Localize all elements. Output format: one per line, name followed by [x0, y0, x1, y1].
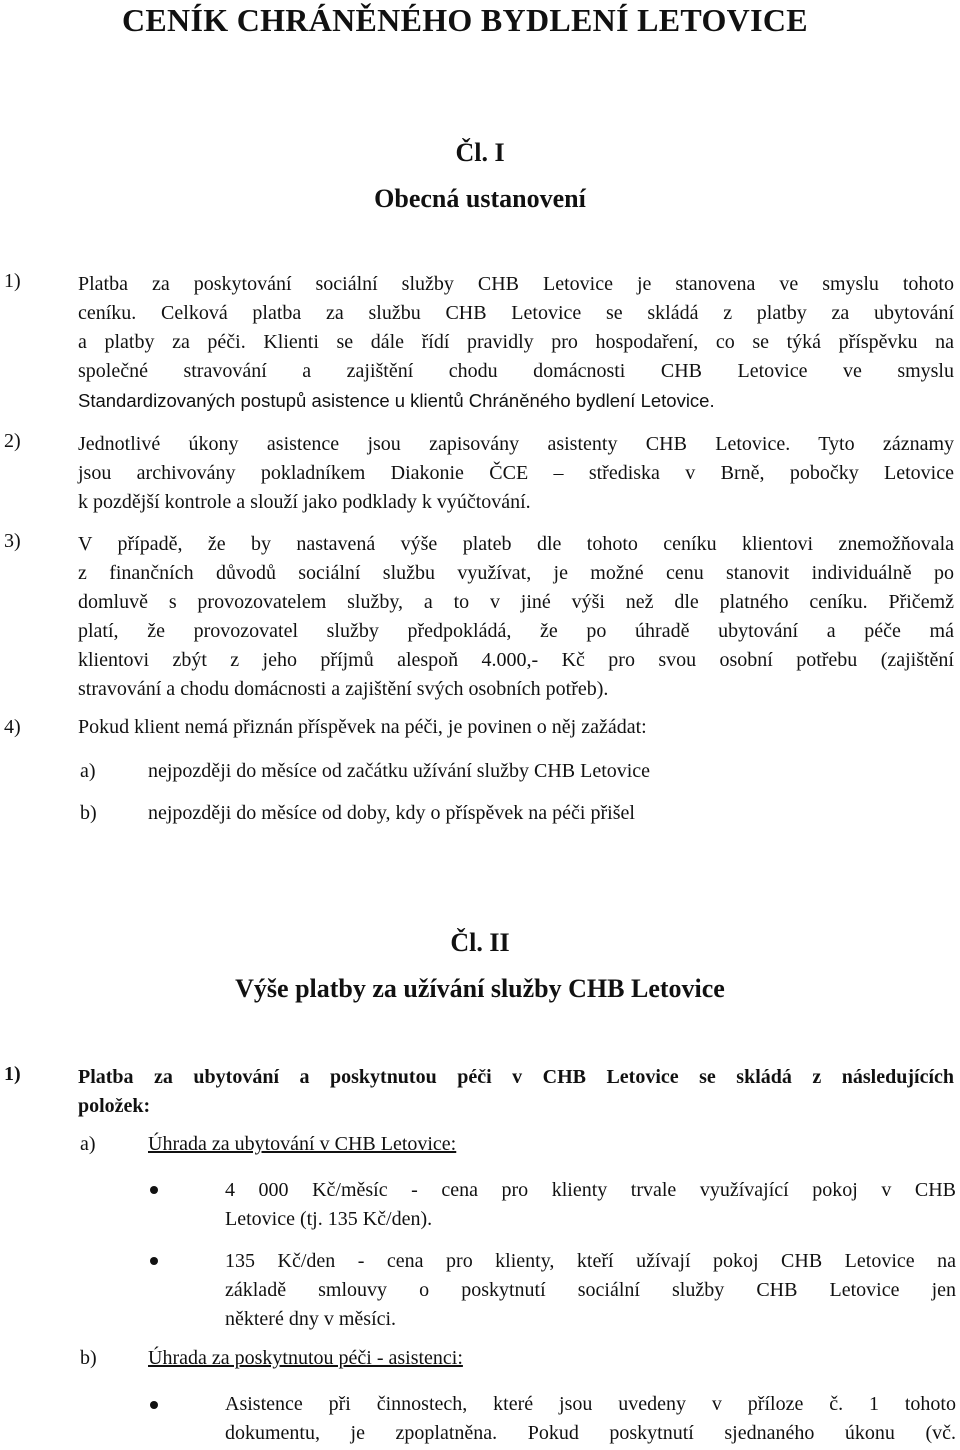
section-1-heading: Obecná ustanovení [374, 184, 586, 213]
item-2-line: Jednotlivé úkony asistence jsou zapisovány asistenty CHB Letovice. Tyto záznamy [78, 433, 954, 455]
item-4b-letter: b) [80, 802, 97, 824]
item-3-line: platí, že provozovatel služby předpokládá, že po úhradě ubytování a péče má [78, 620, 954, 642]
s2-item-1-line: Platba za ubytování a poskytnutou péči v CHB Letovice se skládá z následujících [78, 1066, 954, 1088]
s2-b-letter: b) [80, 1347, 97, 1369]
item-3-number: 3) [4, 530, 21, 552]
item-4a-letter: a) [80, 760, 96, 782]
item-1-line: Platba za poskytování sociální služby CHB Letovice je stanovena ve smyslu tohoto [78, 273, 954, 295]
item-4-text: Pokud klient nemá přiznán příspěvek na péči, je povinen o něj zažádat: [78, 716, 647, 738]
s2-a-bullet-2-line: 135 Kč/den - cena pro klienty, kteří užívají pokoj CHB Letovice na [225, 1250, 956, 1272]
s2-item-1-line: položek: [78, 1095, 151, 1117]
s2-a-bullet-1-line: Letovice (tj. 135 Kč/den). [225, 1208, 433, 1230]
s2-b-bullet-1 [225, 1390, 956, 1448]
item-1-number: 1) [4, 270, 21, 292]
s2-a-bullet-2-line: základě smlouvy o poskytnutí sociální služby CHB Letovice jen [225, 1279, 956, 1301]
section-2-heading: Výše platby za užívání služby CHB Letovice [235, 974, 725, 1003]
bullet-icon [150, 1257, 158, 1265]
item-4a-text: nejpozději do měsíce od začátku užívání služby CHB Letovice [148, 760, 651, 782]
s2-item-1-paragraph [78, 1063, 954, 1121]
bullet-icon [150, 1401, 158, 1409]
item-4b-text: nejpozději do měsíce od doby, kdy o příspěvek na péči přišel [148, 802, 635, 824]
s2-b-bullet-1-line: dokumentu, je zpoplatněna. Pokud poskytnutí sjednaného úkonu (vč. [225, 1422, 956, 1444]
s2-a-bullet-1-line: 4 000 Kč/měsíc - cena pro klienty trvale využívající pokoj v CHB [225, 1179, 956, 1201]
section-2-number: Čl. II [450, 928, 510, 957]
item-2-paragraph [78, 430, 954, 517]
item-1-line-part: a platby za péči. Klienti se dále řídí pravidly pro hospodaření, co se týká příspěvku na [78, 331, 954, 353]
s2-a-letter: a) [80, 1133, 96, 1155]
item-3-line: stravování a chodu domácnosti a zajištění svých osobních potřeb). [78, 678, 609, 700]
item-1-line: společné stravování a zajištění chodu domácnosti CHB Letovice ve smyslu [78, 360, 954, 382]
s2-b-bullet-1-line: Asistence při činnostech, které jsou uvedeny v příloze č. 1 tohoto [225, 1393, 956, 1415]
s2-a-bullet-2 [225, 1247, 956, 1334]
s2-a-heading: Úhrada za ubytování v CHB Letovice: [148, 1133, 457, 1155]
s2-item-1-number: 1) [4, 1063, 21, 1085]
item-2-line: k pozdější kontrole a slouží jako podklady k vyúčtování. [78, 491, 531, 513]
s2-a-bullet-1 [225, 1176, 956, 1234]
s2-b-heading: Úhrada za poskytnutou péči - asistenci: [148, 1347, 463, 1369]
item-3-line: domluvě s provozovatelem služby, a to v jiné výši než dle platného ceníku. Přičemž [78, 591, 954, 613]
section-1-number: Čl. I [455, 138, 505, 167]
item-3-line: klientovi zbýt z jeho příjmů alespoň 4.000,- Kč pro svou osobní potřebu (zajištění [78, 649, 954, 671]
item-1-line: Standardizovaných postupů asistence u klientů Chráněného bydlení Letovice. [78, 390, 715, 411]
item-2-number: 2) [4, 430, 21, 452]
item-1-line: ceníku. Celková platba za službu CHB Letovice se skládá z platby za ubytování [78, 302, 954, 324]
item-2-line: jsou archivovány pokladníkem Diakonie ČCE – střediska v Brně, pobočky Letovice [78, 462, 954, 484]
item-1-line [78, 328, 954, 357]
item-4-number: 4) [4, 716, 21, 738]
s2-a-bullet-2-line: některé dny v měsíci. [225, 1308, 397, 1330]
item-3-paragraph [78, 530, 954, 704]
document-title: CENÍK CHRÁNĚNÉHO BYDLENÍ LETOVICE [122, 2, 808, 38]
item-3-line: z finančních důvodů sociální službu využívat, je možné cenu stanovit individuálně po [78, 562, 954, 584]
bullet-icon [150, 1186, 158, 1194]
item-1-paragraph [78, 270, 954, 415]
item-3-line: V případě, že by nastavená výše plateb dle tohoto ceníku klientovi znemožňovala [78, 533, 954, 555]
